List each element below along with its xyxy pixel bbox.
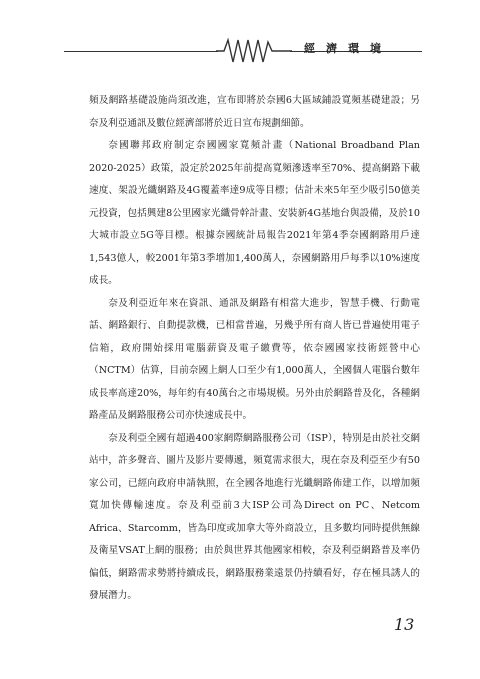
paragraph-ict-progress: 奈及利亞近年來在資訊、通訊及網路有相當大進步，智慧手機、行動電話、網路銀行、自動提款機，已相當普遍，另幾乎所有商人皆已普遍使用電子信箱，政府開始採用電腦薪資及電子繳費等，依奈國國家技術經營中心（NCTM）估算，目前奈國上網人口至少有1,000萬人，全國個人電腦台數年成長率高達20%，每年約有40萬台之市場規模。另外由於網路普及化，各種網路產品及網路服務公司亦快速成長中。 — [89, 297, 420, 421]
page-number: 13 — [394, 615, 415, 634]
pulse-wave-icon — [216, 36, 292, 66]
article-body — [89, 90, 420, 608]
paragraph-continued: 頻及網路基礎設施尚須改進，宣布即將於奈國6大區域鋪設寬頻基礎建設；另奈及利亞通訊及數位經濟部將於近日宣布規劃細節。 — [89, 95, 420, 129]
paragraph-isp-market: 奈及利亞全國有超過400家網際網路服務公司（ISP），特別是由於社交網站中，許多聲音、圖片及影片要傳遞，頻寬需求很大，現在奈及利亞至少有50家公司，已經向政府申請執照，在全國各地進行光纖網路佈建工作，以增加頻寬加快傳輸速度。奈及利亞前3大ISP公司為Direct on PC、Netcom Africa、Starcomm，皆為印度或加拿大等外商設立，且多數均同時提供無線及衛星VSAT上網的服務；由於與世界其他國家相較，奈及利亞網路普及率仍偏低，網路需求勢將持續成長，網路服務業遠景仍持續看好，存在極具誘人的發展潛力。 — [89, 432, 420, 601]
header-rule-left — [64, 51, 218, 52]
page-header — [0, 0, 480, 70]
paragraph-broadband-plan: 奈國聯邦政府制定奈國國家寬頻計畫（National Broadband Plan 2020-2025）政策，設定於2025年前提高寬頻滲透率至70%、提高網路下載速度、架設光纖網路及4G覆蓋率達9成等目標；估計未來5年至少吸引50億美元投資，包括興建8公里國家光纖骨幹計畫、安裝新4G基地台與設備，及於10大城市設立5G等目標。根據奈國統計局報告2021年第4季奈國網路用戶達1,543億人，較2001年第3季增加1,400萬人，奈國網路用戶每季以10%速度成長。 — [89, 140, 420, 286]
section-title: 經濟環境 — [304, 42, 392, 55]
